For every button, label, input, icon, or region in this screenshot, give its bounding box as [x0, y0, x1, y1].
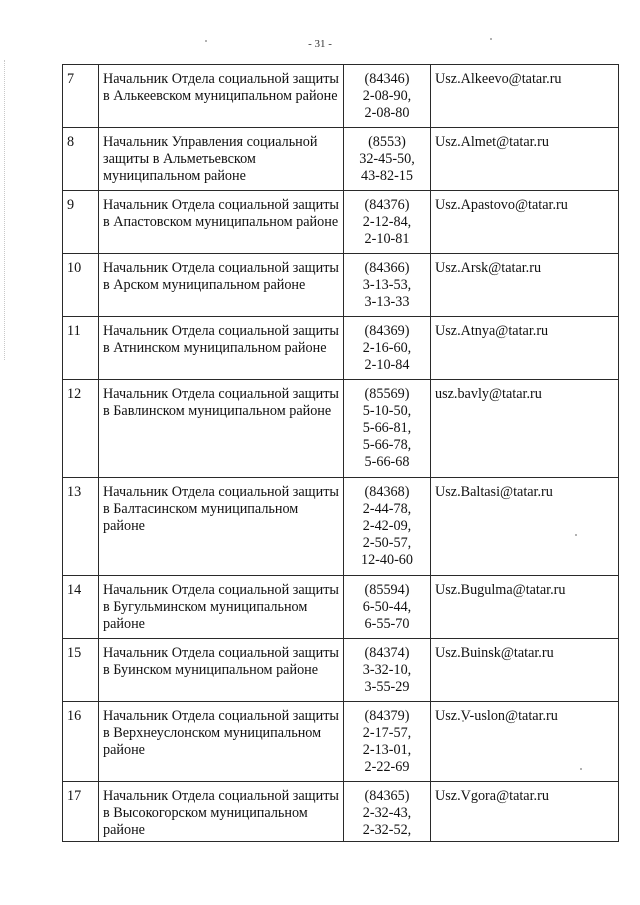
email-cell: Usz.Apastovo@tatar.ru [431, 191, 619, 254]
phone-line: (85569) [364, 386, 410, 402]
position-title: Начальник Отдела социальной защиты в Бугульминском муниципальном районе [99, 576, 344, 639]
email-cell: Usz.V-uslon@tatar.ru [431, 702, 619, 782]
email-cell: Usz.Vgora@tatar.ru [431, 782, 619, 842]
phone-line: 2-32-43, [362, 805, 412, 821]
phone-line: 5-66-78, [362, 437, 412, 453]
phone-line: 12-40-60 [360, 552, 413, 568]
table-row [63, 478, 619, 576]
position-title: Начальник Отдела социальной защиты в Алькеевском муниципальном районе [99, 65, 344, 128]
row-number: 8 [63, 128, 99, 191]
position-title: Начальник Управления социальной защиты в Альметьевском муниципальном районе [99, 128, 344, 191]
phone-line: 2-42-09, [362, 518, 412, 534]
row-number: 12 [63, 380, 99, 478]
phone-line: 2-50-57, [362, 535, 412, 551]
phone-line: 6-55-70 [364, 616, 410, 632]
phone-line: (84366) [364, 260, 410, 276]
email-cell: usz.bavly@tatar.ru [431, 380, 619, 478]
email-cell: Usz.Buinsk@tatar.ru [431, 639, 619, 702]
table-row [63, 65, 619, 128]
position-title: Начальник Отдела социальной защиты в Бавлинском муниципальном районе [99, 380, 344, 478]
phone-line: (84369) [364, 323, 410, 339]
table-row [63, 191, 619, 254]
phone-cell [344, 639, 431, 702]
position-title: Начальник Отдела социальной защиты в Верхнеуслонском муниципальном районе [99, 702, 344, 782]
phone-line: 2-10-81 [364, 231, 410, 247]
phone-cell [344, 782, 431, 842]
phone-line: (84365) [364, 788, 410, 804]
row-number: 16 [63, 702, 99, 782]
phone-line: 2-13-01, [362, 742, 412, 758]
phone-line: 43-82-15 [360, 168, 413, 184]
phone-line: 2-08-90, [362, 88, 412, 104]
table-row [63, 128, 619, 191]
scan-margin-artifact [4, 60, 6, 360]
row-number: 17 [63, 782, 99, 842]
phone-line: 2-22-69 [364, 759, 410, 775]
phone-line: (84376) [364, 197, 410, 213]
email-cell: Usz.Bugulma@tatar.ru [431, 576, 619, 639]
position-title: Начальник Отдела социальной защиты в Апастовском муниципальном районе [99, 191, 344, 254]
table-row [63, 254, 619, 317]
phone-cell [344, 128, 431, 191]
row-number: 9 [63, 191, 99, 254]
phone-line: (84379) [364, 708, 410, 724]
phone-cell [344, 576, 431, 639]
table-row [63, 317, 619, 380]
phone-line: (84346) [364, 71, 410, 87]
phone-line: 2-08-80 [364, 105, 410, 121]
position-title: Начальник Отдела социальной защиты в Буинском муниципальном районе [99, 639, 344, 702]
phone-cell [344, 254, 431, 317]
contacts-table [62, 64, 619, 842]
table-row [63, 380, 619, 478]
phone-cell [344, 380, 431, 478]
email-cell: Usz.Atnya@tatar.ru [431, 317, 619, 380]
phone-line: 3-13-53, [362, 277, 412, 293]
email-cell: Usz.Baltasi@tatar.ru [431, 478, 619, 576]
row-number: 13 [63, 478, 99, 576]
position-title: Начальник Отдела социальной защиты в Балтасинском муниципальном районе [99, 478, 344, 576]
phone-cell [344, 191, 431, 254]
phone-cell [344, 702, 431, 782]
phone-line: 2-44-78, [362, 501, 412, 517]
table-row [63, 639, 619, 702]
phone-line: 5-66-68 [364, 454, 410, 470]
position-title: Начальник Отдела социальной защиты в Высокогорском муниципальном районе [99, 782, 344, 842]
email-cell: Usz.Arsk@tatar.ru [431, 254, 619, 317]
phone-line: 3-13-33 [364, 294, 410, 310]
position-title: Начальник Отдела социальной защиты в Атнинском муниципальном районе [99, 317, 344, 380]
phone-line: (85594) [364, 582, 410, 598]
phone-line: 5-66-81, [362, 420, 412, 436]
phone-line: 2-10-84 [364, 357, 410, 373]
phone-line: 3-55-29 [364, 679, 410, 695]
table-row [63, 576, 619, 639]
phone-line: (84374) [364, 645, 410, 661]
email-cell: Usz.Alkeevo@tatar.ru [431, 65, 619, 128]
phone-line: 6-50-44, [362, 599, 412, 615]
phone-cell [344, 317, 431, 380]
table-row [63, 702, 619, 782]
phone-cell [344, 65, 431, 128]
page-number: - 31 - [308, 38, 332, 50]
phone-line: (8553) [368, 134, 406, 150]
row-number: 11 [63, 317, 99, 380]
row-number: 14 [63, 576, 99, 639]
phone-cell [344, 478, 431, 576]
phone-line: 2-17-57, [362, 725, 412, 741]
table-row [63, 782, 619, 842]
phone-line: 2-32-52, [362, 822, 412, 838]
phone-line: 5-10-50, [362, 403, 412, 419]
phone-line: (84368) [364, 484, 410, 500]
row-number: 10 [63, 254, 99, 317]
row-number: 7 [63, 65, 99, 128]
position-title: Начальник Отдела социальной защиты в Арском муниципальном районе [99, 254, 344, 317]
row-number: 15 [63, 639, 99, 702]
phone-line: 3-32-10, [362, 662, 412, 678]
phone-line: 32-45-50, [359, 151, 415, 167]
email-cell: Usz.Almet@tatar.ru [431, 128, 619, 191]
phone-line: 2-12-84, [362, 214, 412, 230]
phone-line: 2-16-60, [362, 340, 412, 356]
